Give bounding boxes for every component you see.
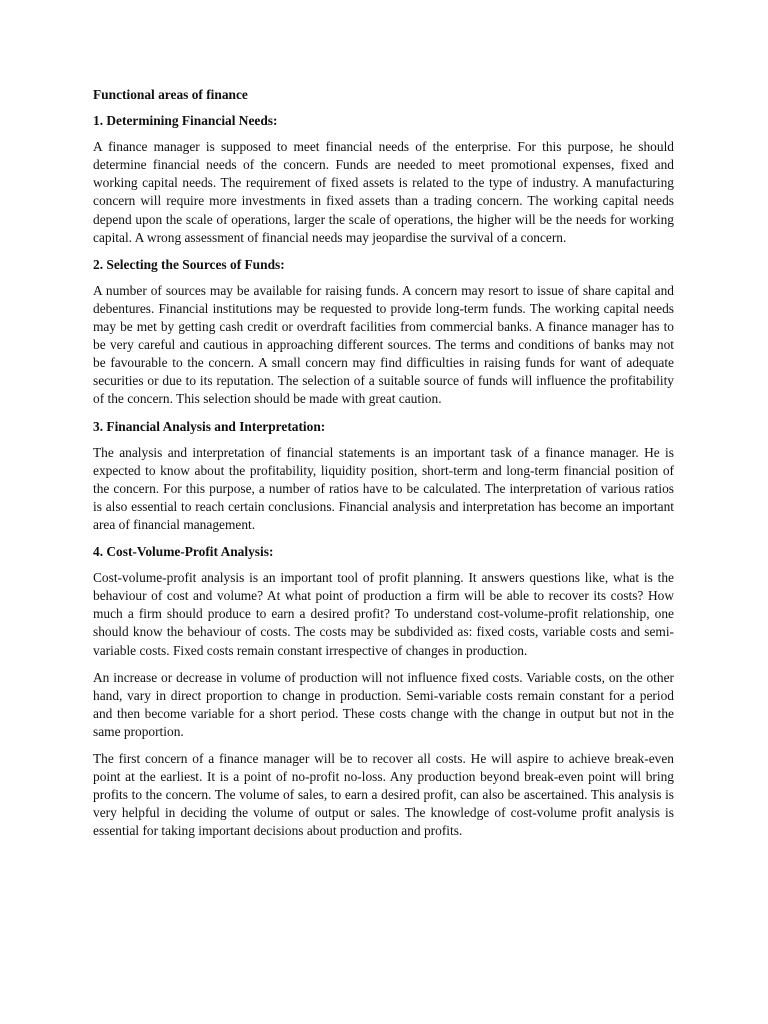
section-heading: 1. Determining Financial Needs: xyxy=(93,113,278,129)
document-page xyxy=(93,86,674,849)
section-heading: 4. Cost-Volume-Profit Analysis: xyxy=(93,544,274,560)
paragraph: Cost-volume-profit analysis is an important tool of profit planning. It answers questions like, what is the behaviour of cost and volume? At what point of production a firm will be able to recover its costs? How much a firm should produce to earn a desired profit? To understand cost-volume-profit relationship, one should know the behaviour of costs. The costs may be subdivided as: fixed costs, variable costs and semi-variable costs. Fixed costs remain constant irrespective of changes in production. xyxy=(93,570,674,658)
paragraph: A number of sources may be available for raising funds. A concern may resort to issue of share capital and debentures. Financial institutions may be requested to provide long-term funds. The working capital needs may be met by getting cash credit or overdraft facilities from commercial banks. A finance manager has to be very careful and cautious in approaching different sources. The terms and conditions of banks may not be favourable to the concern. A small concern may find difficulties in raising funds for want of adequate securities or due to its reputation. The selection of a suitable source of funds will influence the profitability of the concern. This selection should be made with great caution. xyxy=(93,282,674,407)
paragraph: The analysis and interpretation of financial statements is an important task of a finance manager. He is expected to know about the profitability, liquidity position, short-term and long-term financial position of the concern. For this purpose, a number of ratios have to be calculated. The interpretation of various ratios is also essential to reach certain conclusions. Financial analysis and interpretation has become an important area of financial management. xyxy=(93,444,674,532)
section-cost-volume-profit xyxy=(93,543,674,840)
paragraph: A finance manager is supposed to meet financial needs of the enterprise. For this purpose, he should determine financial needs of the concern. Funds are needed to meet promotional expenses, fixed and working capital needs. The requirement of fixed assets is related to the type of industry. A manufacturing concern will require more investments in fixed assets than a trading concern. The working capital needs depend upon the scale of operations, larger the scale of operations, the higher will be the needs for working capital. A wrong assessment of financial needs may jeopardise the survival of a concern. xyxy=(93,139,674,245)
document-title: Functional areas of finance xyxy=(93,87,248,102)
paragraph: An increase or decrease in volume of production will not influence fixed costs. Variable costs, on the other hand, vary in direct proportion to change in production. Semi-variable costs remain constant for a period and then become variable for a short period. These costs change with the change in output but not in the same proportion. xyxy=(93,669,674,739)
section-financial-analysis xyxy=(93,418,674,535)
section-selecting-sources-of-funds xyxy=(93,256,674,409)
section-heading: 3. Financial Analysis and Interpretation: xyxy=(93,418,326,434)
paragraph: The first concern of a finance manager will be to recover all costs. He will aspire to achieve break-even point at the earliest. It is a point of no-profit no-loss. Any production beyond break-even point will bring profits to the concern. The volume of sales, to earn a desired profit, can also be ascertained. This analysis is very helpful in deciding the volume of output or sales. The knowledge of cost-volume profit analysis is essential for taking important decisions about production and profits. xyxy=(93,751,674,839)
section-determining-financial-needs xyxy=(93,112,674,247)
section-heading: 2. Selecting the Sources of Funds: xyxy=(93,256,285,272)
